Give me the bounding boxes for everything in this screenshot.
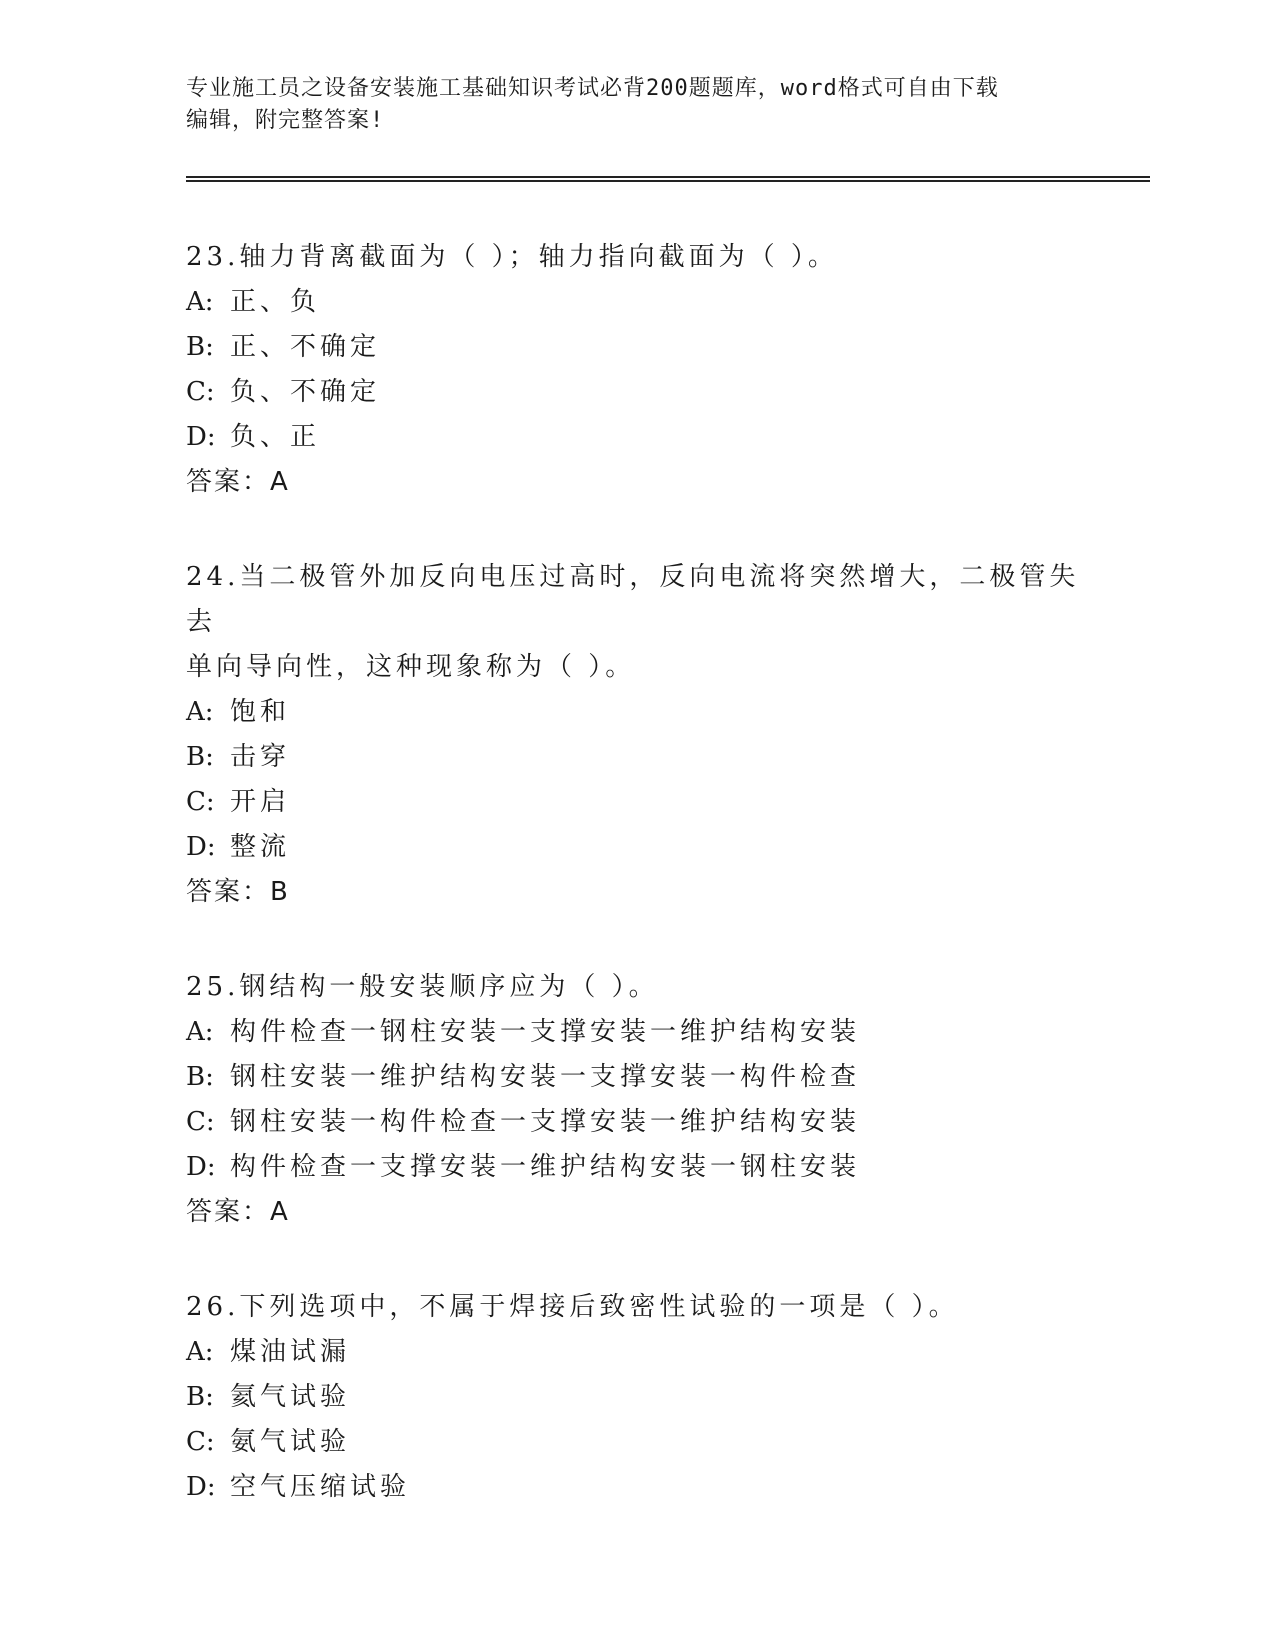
answer-option xyxy=(186,1145,1086,1190)
option-label: C: xyxy=(186,1107,215,1137)
header-double-rule xyxy=(186,176,1150,182)
answer-key: 答案：B xyxy=(186,877,290,907)
option-text: 煤油试漏 xyxy=(230,1337,351,1367)
option-label: A: xyxy=(186,1017,214,1047)
question-block xyxy=(186,965,1086,1235)
option-label: A: xyxy=(186,1337,214,1367)
answer-option xyxy=(186,825,1086,870)
answer-key: 答案：A xyxy=(186,1197,290,1227)
question-list xyxy=(186,235,1086,1560)
answer-option xyxy=(186,1375,1086,1420)
answer-option xyxy=(186,280,1086,325)
option-text: 正、负 xyxy=(230,287,321,317)
answer-option xyxy=(186,1100,1086,1145)
answer-option xyxy=(186,735,1086,780)
answer-option xyxy=(186,325,1086,370)
option-text: 饱和 xyxy=(230,697,291,727)
header-line-1: 专业施工员之设备安装施工基础知识考试必背200题题库，word格式可自由下载 xyxy=(186,76,999,101)
option-text: 构件检查一钢柱安装一支撑安装一维护结构安装 xyxy=(230,1017,861,1047)
answer-option xyxy=(186,780,1086,825)
option-text: 氨气试验 xyxy=(230,1427,351,1457)
question-stem: 单向导向性，这种现象称为（ ）。 xyxy=(186,652,636,682)
question-stem: 24.当二极管外加反向电压过高时，反向电流将突然增大，二极管失去 xyxy=(186,562,1080,637)
option-text: 整流 xyxy=(230,832,291,862)
option-label: B: xyxy=(186,332,214,362)
question-block xyxy=(186,555,1086,915)
question-stem: 23.轴力背离截面为（ ）；轴力指向截面为（ ）。 xyxy=(186,242,838,272)
answer-option xyxy=(186,415,1086,460)
option-text: 开启 xyxy=(230,787,291,817)
option-text: 击穿 xyxy=(230,742,291,772)
answer-option xyxy=(186,690,1086,735)
option-text: 钢柱安装一构件检查一支撑安装一维护结构安装 xyxy=(230,1107,861,1137)
option-text: 负、不确定 xyxy=(230,377,381,407)
option-label: A: xyxy=(186,287,214,317)
answer-option xyxy=(186,1465,1086,1510)
option-label: B: xyxy=(186,1382,214,1412)
document-header xyxy=(186,73,1066,137)
option-label: D: xyxy=(186,1152,216,1182)
option-label: D: xyxy=(186,832,216,862)
option-text: 空气压缩试验 xyxy=(230,1472,411,1502)
question-block xyxy=(186,235,1086,505)
answer-option xyxy=(186,1055,1086,1100)
option-text: 构件检查一支撑安装一维护结构安装一钢柱安装 xyxy=(230,1152,861,1182)
option-text: 钢柱安装一维护结构安装一支撑安装一构件检查 xyxy=(230,1062,861,1092)
header-line-2: 编辑，附完整答案! xyxy=(186,108,385,133)
answer-option xyxy=(186,1420,1086,1465)
question-stem: 25.钢结构一般安装顺序应为（ ）。 xyxy=(186,972,659,1002)
option-label: B: xyxy=(186,1062,214,1092)
option-label: C: xyxy=(186,377,215,407)
option-label: C: xyxy=(186,1427,215,1457)
option-label: C: xyxy=(186,787,215,817)
option-label: D: xyxy=(186,422,216,452)
answer-option xyxy=(186,1010,1086,1055)
answer-key: 答案：A xyxy=(186,467,290,497)
option-text: 正、不确定 xyxy=(230,332,381,362)
option-label: B: xyxy=(186,742,214,772)
question-stem: 26.下列选项中，不属于焊接后致密性试验的一项是（ ）。 xyxy=(186,1292,959,1322)
question-block xyxy=(186,1285,1086,1510)
option-label: D: xyxy=(186,1472,216,1502)
answer-option xyxy=(186,1330,1086,1375)
option-label: A: xyxy=(186,697,214,727)
option-text: 负、正 xyxy=(230,422,321,452)
option-text: 氦气试验 xyxy=(230,1382,351,1412)
answer-option xyxy=(186,370,1086,415)
